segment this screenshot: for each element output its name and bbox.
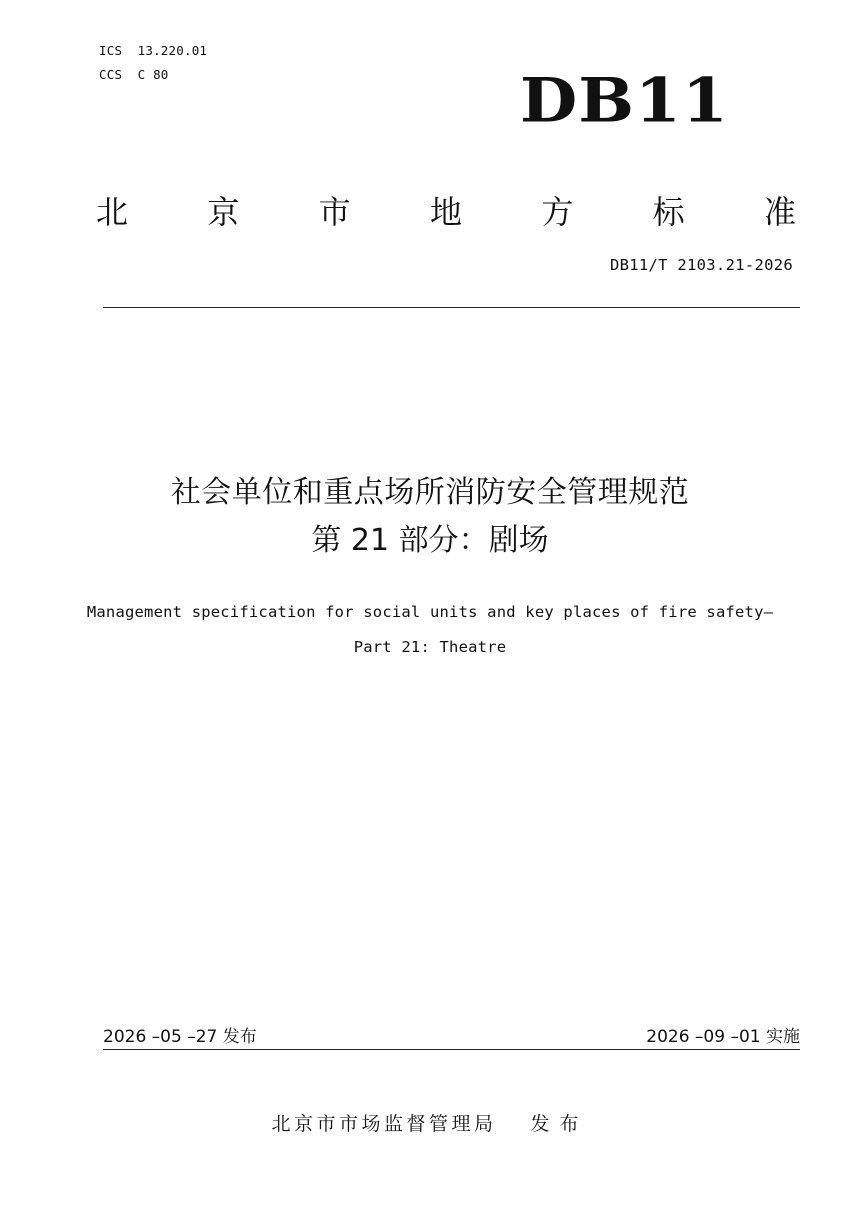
publish-label: 发布 <box>530 1113 589 1135</box>
ccs-code: CCS C 80 <box>99 67 169 82</box>
standard-type <box>96 192 796 232</box>
standard-type-char: 标 <box>652 193 685 231</box>
standard-type-char: 北 <box>96 193 129 231</box>
standard-type-char: 方 <box>541 193 574 231</box>
subtitle-chinese: 第 21 部分：剧场 <box>311 523 549 558</box>
publisher-name: 北京市市场监督管理局 <box>271 1113 497 1135</box>
top-divider <box>103 307 800 308</box>
title-chinese: 社会单位和重点场所消防安全管理规范 <box>170 475 690 510</box>
subtitle-english: Part 21: Theatre <box>353 638 507 656</box>
standard-type-char: 准 <box>763 193 796 231</box>
publisher-line <box>0 1111 860 1137</box>
implementation-date: 2026 –09 –01 实施 <box>646 1027 800 1047</box>
bottom-divider <box>103 1049 800 1050</box>
standard-type-char: 市 <box>318 193 351 231</box>
ics-code: ICS 13.220.01 <box>99 43 208 58</box>
standard-type-char: 京 <box>207 193 240 231</box>
db-logo: DB11 <box>520 64 729 137</box>
standard-type-char: 地 <box>429 193 462 231</box>
title-english: Management specification for social units and key places of fire safety— <box>86 603 774 621</box>
publish-date: 2026 –05 –27 发布 <box>103 1027 257 1047</box>
standard-number: DB11/T 2103.21-2026 <box>609 256 793 274</box>
